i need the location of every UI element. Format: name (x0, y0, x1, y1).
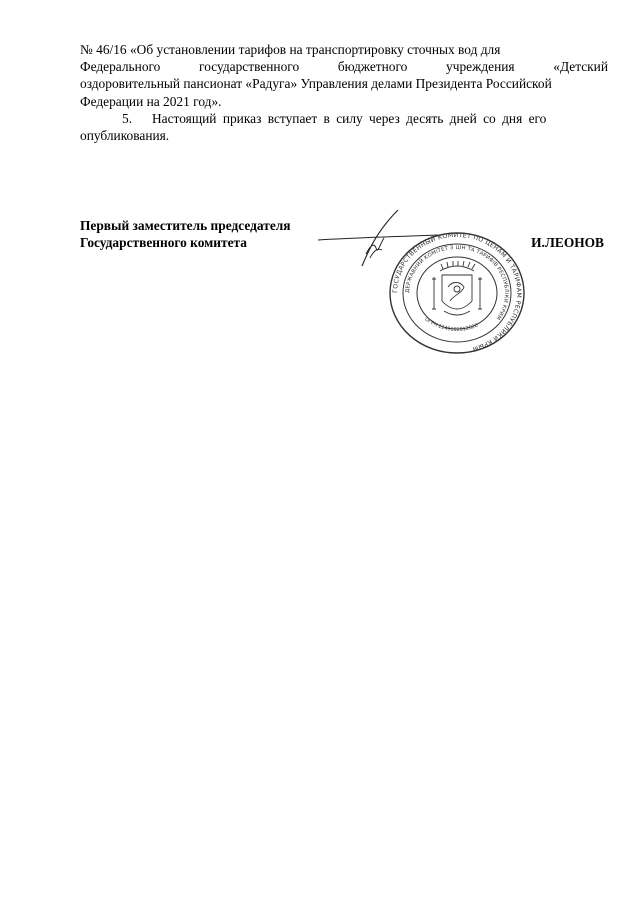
seal-inner-text: ДЕРЖАВНИЙ КОМІТЕТ З ЦІН ТА ТАРИФІВ РЕСПУБЛІКИ КРИМ (404, 244, 510, 321)
para1-line4: Федерации на 2021 год». (80, 93, 222, 109)
official-seal-stamp (388, 231, 526, 355)
signatory-title-line1: Первый заместитель председателя (80, 218, 291, 233)
signatory-title-line2: Государственного комитета (80, 235, 247, 250)
para1-line1: № 46/16 «Об установлении тарифов на транспортировку сточных вод для (80, 42, 501, 57)
svg-text:ОГРН 1149102012620 (423, 317, 479, 333)
seal-code-text: ОГРН 1149102012620 (423, 316, 479, 334)
coat-of-arms-icon (432, 261, 482, 315)
seal-outer-text: ГОСУДАРСТВЕННЫЙ КОМИТЕТ ПО ЦЕНАМ И ТАРИФАМ РЕСПУБЛИКИ КРЫМ (391, 231, 523, 353)
paragraph-5 (80, 110, 608, 144)
paragraph-number: 5. (122, 110, 133, 126)
para1-line2: Федерального государственного бюджетного учреждения «Детский (80, 59, 608, 75)
para2-line2: опубликования. (80, 128, 170, 144)
paragraph-order-reference (80, 41, 608, 110)
document-body (80, 41, 608, 144)
signatory-name: И.ЛЕОНОВ (531, 235, 604, 250)
para2-line1: Настоящий приказ вступает в силу через десять дней со дня его (152, 110, 547, 126)
para1-line3: оздоровительный пансионат «Радуга» Управления делами Президента Российской (80, 76, 552, 92)
